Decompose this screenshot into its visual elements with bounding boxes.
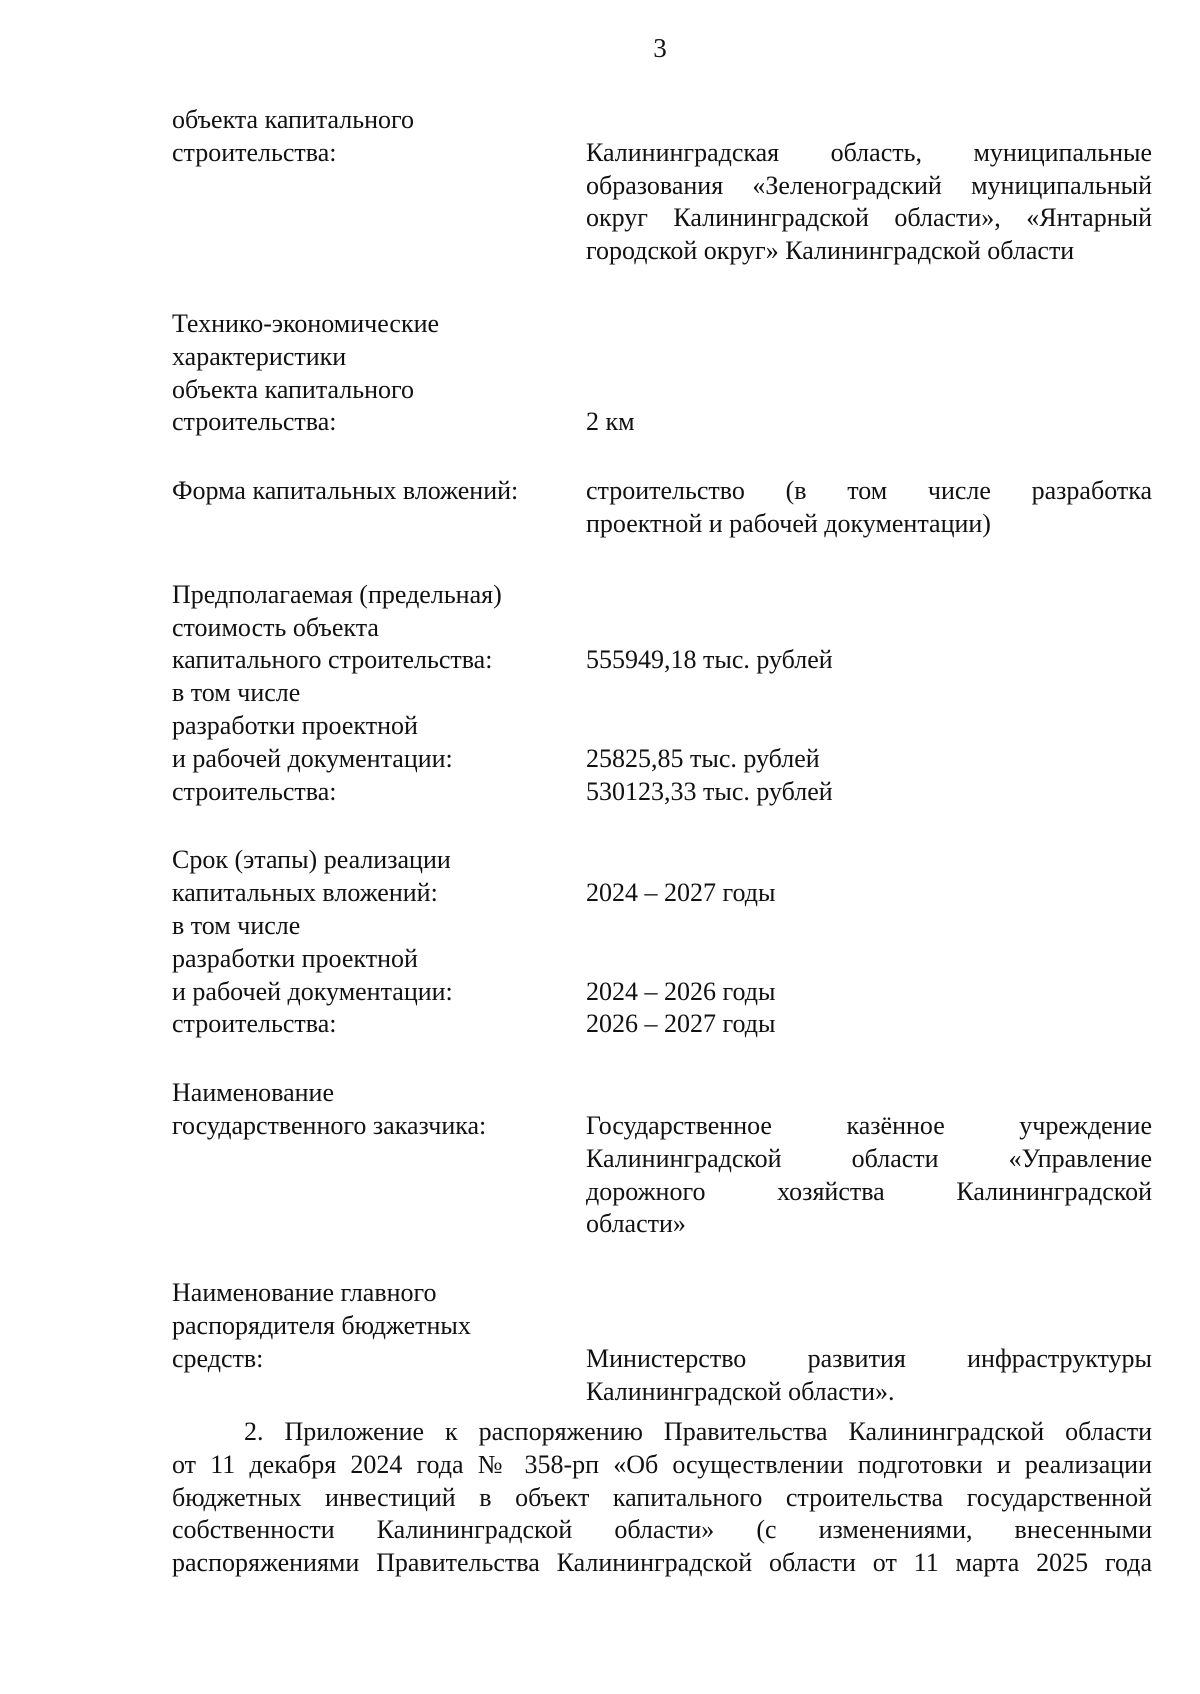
value-line: 555949,18 тыс. рублей xyxy=(586,645,833,675)
label-line: капитального строительства: xyxy=(172,645,493,675)
label-column xyxy=(172,579,586,809)
value-column xyxy=(586,579,1152,809)
label-line: и рабочей документации: xyxy=(172,743,453,773)
section-location xyxy=(172,104,1152,268)
label-line: строительства: xyxy=(172,776,337,806)
label-line: в том числе xyxy=(172,910,301,940)
label-column xyxy=(172,475,586,508)
label-line: объекта капитального xyxy=(172,374,415,404)
label-line: Наименование xyxy=(172,1078,334,1108)
spacer xyxy=(586,579,1152,612)
value-column xyxy=(586,844,1152,1041)
label-column xyxy=(172,844,586,1041)
label-column xyxy=(172,104,586,170)
section-state-customer xyxy=(172,1077,1152,1241)
value-line: 2024 – 2026 годы xyxy=(586,976,776,1006)
value-line: Калининградская область, муниципальные xyxy=(586,137,1152,167)
label-line: средств: xyxy=(172,1343,264,1373)
label-line: стоимость объекта xyxy=(172,612,379,642)
value-line: 2026 – 2027 годы xyxy=(586,1009,776,1039)
page-number: 3 xyxy=(653,33,667,63)
label-line: строительства: xyxy=(172,1009,337,1039)
label-line: государственного заказчика: xyxy=(172,1110,487,1140)
label-column xyxy=(172,1077,586,1143)
value-line: строительство (в том числе разработка xyxy=(586,476,1152,506)
spacer xyxy=(586,612,1152,645)
value-line: Калининградской области». xyxy=(586,1376,895,1406)
value-line: 25825,85 тыс. рублей xyxy=(586,743,820,773)
value-column xyxy=(586,475,1152,541)
value-column xyxy=(586,1077,1152,1241)
value-line: 2024 – 2027 годы xyxy=(586,878,776,908)
label-line: строительства: xyxy=(172,137,337,167)
value-line: области» xyxy=(586,1209,686,1239)
label-line: характеристики xyxy=(172,341,347,371)
label-line: объекта капитального xyxy=(172,105,415,134)
section-investment-form xyxy=(172,475,1152,541)
value-line: 530123,33 тыс. рублей xyxy=(586,776,833,806)
paragraph-line: распоряжениями Правительства Калининградской области от 11 марта 2025 года xyxy=(172,1548,1152,1578)
value-column xyxy=(586,1277,1152,1408)
label-line: Предполагаемая (предельная) xyxy=(172,579,502,609)
amendment-paragraph xyxy=(172,1416,1152,1580)
value-line: дорожного хозяйства Калининградской xyxy=(586,1176,1152,1206)
label-column xyxy=(172,308,586,439)
spacer xyxy=(586,710,1152,743)
spacer xyxy=(586,1310,1152,1343)
spacer xyxy=(586,910,1152,943)
value-line: проектной и рабочей документации) xyxy=(586,508,991,538)
value-line: Калининградской области «Управление xyxy=(586,1143,1152,1173)
value-line: Государственное казённое учреждение xyxy=(586,1110,1152,1140)
value-line: Министерство развития инфраструктуры xyxy=(586,1343,1152,1373)
section-estimated-cost xyxy=(172,579,1152,809)
paragraph-line: от 11 декабря 2024 года № 358-рп «Об осуществлении подготовки и реализации xyxy=(172,1449,1152,1479)
paragraph-line: 2. Приложение к распоряжению Правительства Калининградской области xyxy=(244,1417,1152,1446)
label-line: разработки проектной xyxy=(172,943,418,973)
spacer xyxy=(586,104,1152,137)
value-line: городской округ» Калининградской области xyxy=(586,236,1075,266)
spacer xyxy=(586,844,1152,877)
label-line: в том числе xyxy=(172,678,301,708)
paragraph-line: собственности Калининградской области» (с изменениями, внесенными xyxy=(172,1515,1152,1545)
section-characteristics xyxy=(172,308,1152,439)
label-line: Наименование главного xyxy=(172,1278,437,1308)
label-line: распорядителя бюджетных xyxy=(172,1310,471,1340)
spacer xyxy=(586,1277,1152,1310)
label-line: разработки проектной xyxy=(172,710,418,740)
label-line: капитальных вложений: xyxy=(172,878,438,908)
label-line: строительства: xyxy=(172,407,337,437)
value-line: округ Калининградской области», «Янтарный xyxy=(586,203,1152,233)
paragraph-line: бюджетных инвестиций в объект капитального строительства государственной xyxy=(172,1482,1152,1512)
value-line: 2 км xyxy=(586,407,635,437)
value-column xyxy=(586,104,1152,268)
value-line: образования «Зеленоградский муниципальный xyxy=(586,170,1152,200)
label-column xyxy=(172,1277,586,1375)
label-line: Форма капитальных вложений: xyxy=(172,476,519,506)
value-column xyxy=(586,406,1152,439)
label-line: и рабочей документации: xyxy=(172,976,453,1006)
spacer xyxy=(586,677,1152,710)
spacer xyxy=(586,1077,1152,1110)
spacer xyxy=(586,943,1152,976)
passport-table xyxy=(172,104,1152,1436)
label-line: Срок (этапы) реализации xyxy=(172,845,451,875)
section-implementation-period xyxy=(172,844,1152,1041)
section-budget-administrator xyxy=(172,1277,1152,1408)
label-line: Технико-экономические xyxy=(172,308,440,338)
